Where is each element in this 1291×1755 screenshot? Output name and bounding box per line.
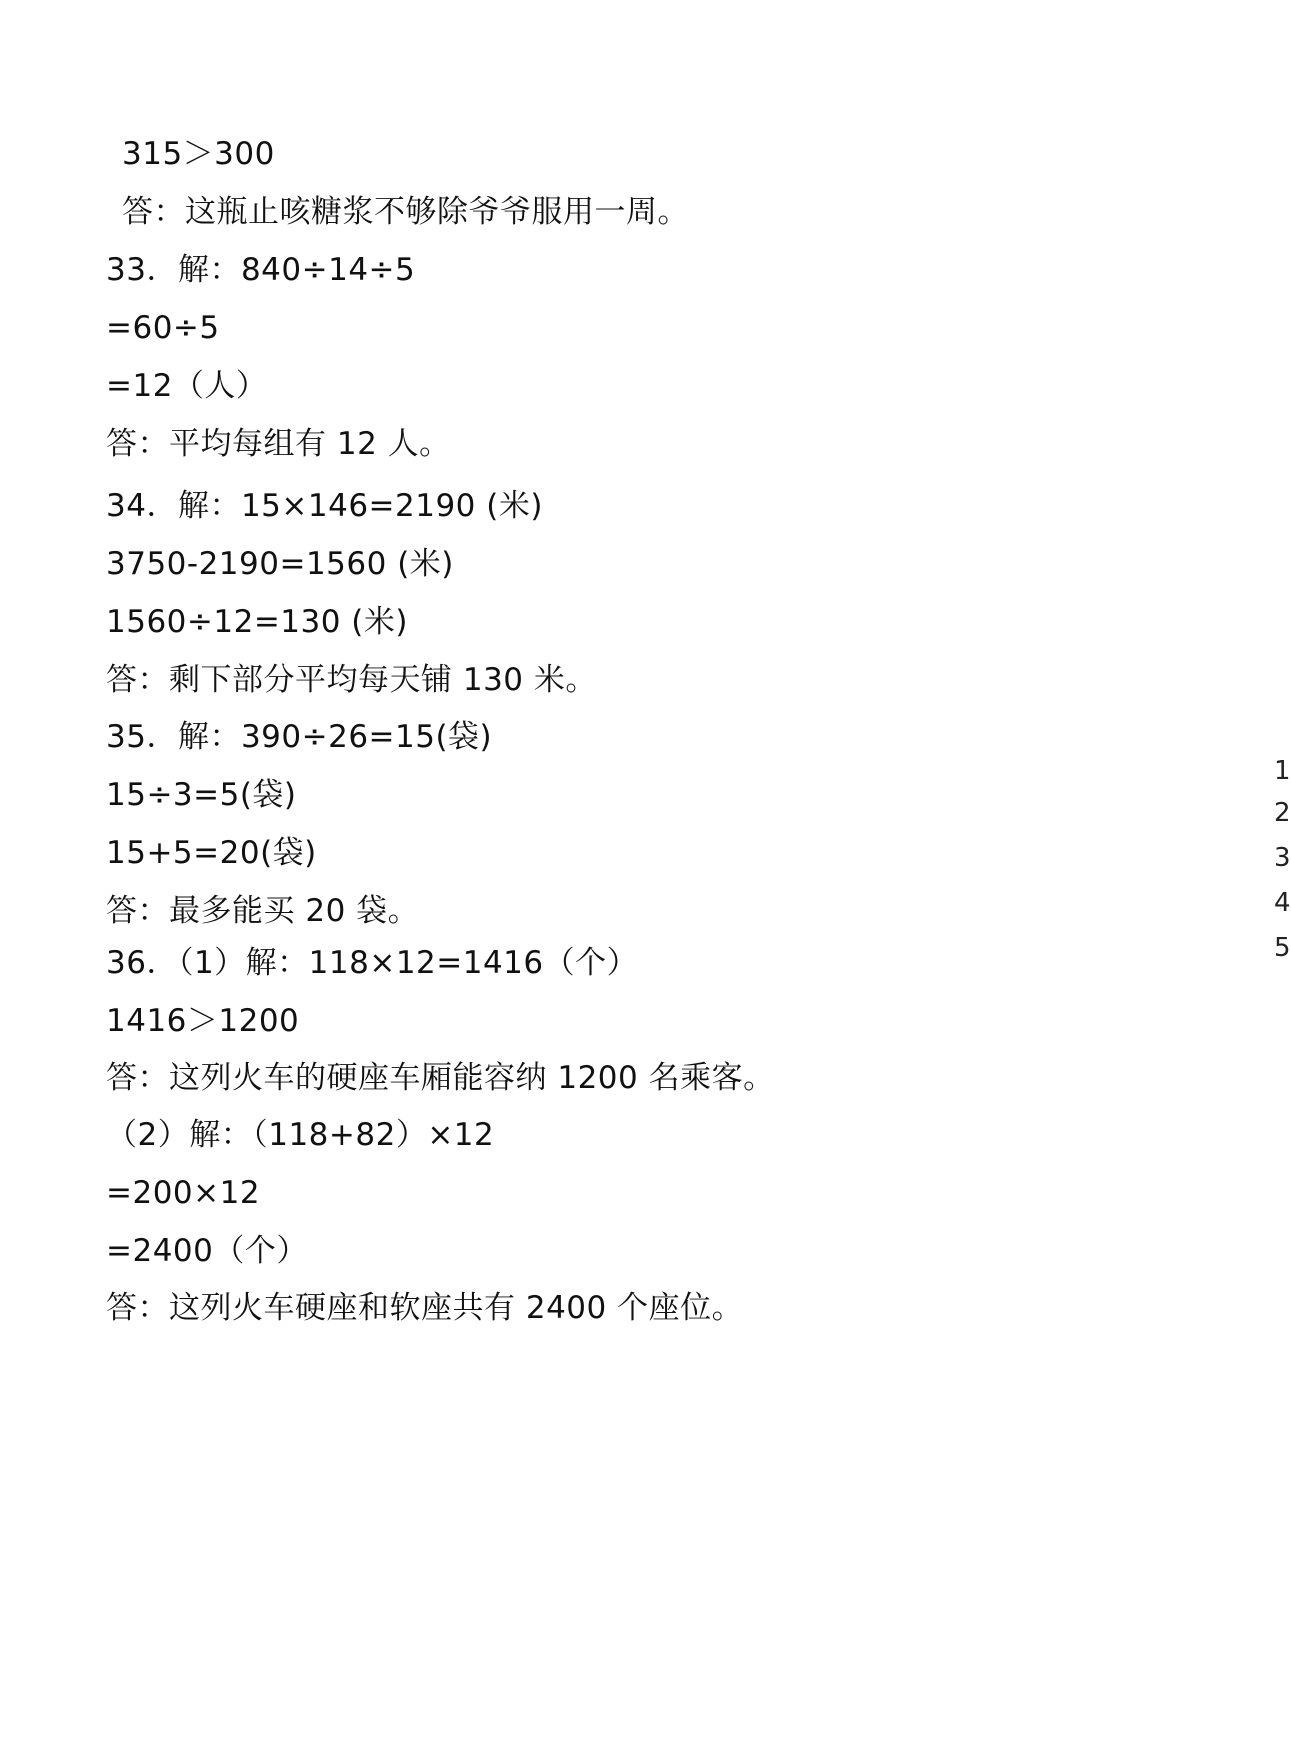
answer-line-36-2: 答：这列火车硬座和软座共有 2400 个座位。 bbox=[106, 1290, 744, 1326]
answer-line-32: 答：这瓶止咳糖浆不够除爷爷服用一周。 bbox=[122, 194, 689, 230]
edge-digit-4: 4 bbox=[1274, 888, 1291, 918]
edge-digit-5: 5 bbox=[1274, 933, 1291, 963]
text-line-8: 3750-2190=1560 (米) bbox=[106, 546, 454, 582]
text-line-9: 1560÷12=130 (米) bbox=[106, 604, 408, 640]
answer-line-36-1: 答：这列火车的硬座车厢能容纳 1200 名乘客。 bbox=[106, 1060, 775, 1096]
problem-36-heading: 36．（1）解：118×12=1416（个） bbox=[106, 945, 639, 981]
problem-35-heading: 35．解：390÷26=15(袋) bbox=[106, 719, 493, 755]
text-line-16: 1416＞1200 bbox=[106, 1003, 300, 1039]
answer-line-35: 答：最多能买 20 袋。 bbox=[106, 893, 420, 929]
edge-digit-2: 2 bbox=[1274, 798, 1291, 828]
text-line-1: 315＞300 bbox=[122, 136, 275, 172]
problem-36-part-2: （2）解：（118+82）×12 bbox=[106, 1117, 495, 1153]
text-line-19: =200×12 bbox=[106, 1175, 261, 1211]
edge-digit-3: 3 bbox=[1274, 843, 1291, 873]
text-line-12: 15÷3=5(袋) bbox=[106, 777, 297, 813]
text-line-20: =2400（个） bbox=[106, 1233, 308, 1269]
text-line-4: =60÷5 bbox=[106, 310, 220, 346]
text-line-13: 15+5=20(袋) bbox=[106, 835, 317, 871]
answer-line-33: 答：平均每组有 12 人。 bbox=[106, 426, 451, 462]
text-line-5: =12（人） bbox=[106, 368, 268, 404]
problem-33-heading: 33．解：840÷14÷5 bbox=[106, 252, 416, 288]
edge-digit-1: 1 bbox=[1274, 756, 1291, 786]
problem-34-heading: 34．解：15×146=2190 (米) bbox=[106, 488, 543, 524]
answer-line-34: 答：剩下部分平均每天铺 130 米。 bbox=[106, 662, 597, 698]
